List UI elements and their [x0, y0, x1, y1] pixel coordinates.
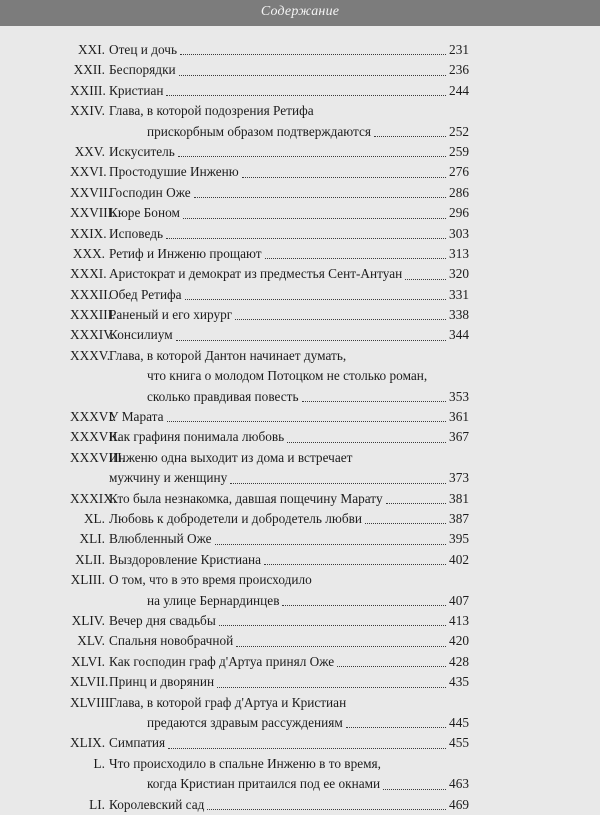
chapter-title-line: О том, что в это время происходило: [109, 572, 312, 588]
chapter-title: [109, 427, 469, 447]
toc-entry[interactable]: [70, 427, 500, 447]
toc-entry[interactable]: [70, 40, 500, 60]
chapter-title-line: Выздоровление Кристиана: [109, 551, 262, 567]
chapter-title-line: что книга о молодом Потоцком не столько роман,: [147, 368, 428, 384]
chapter-number: XXXIII.: [70, 307, 116, 323]
chapter-number: XL.: [83, 511, 105, 527]
dot-leader: [194, 196, 446, 198]
chapter-title-line: Кто была незнакомка, давшая пощечину Марату: [109, 490, 383, 506]
chapter-title-line: на улице Бернардинцев: [147, 592, 280, 608]
chapter-title-line: Господин Оже: [109, 184, 191, 200]
page-number: 381: [449, 490, 469, 506]
chapter-number: XLV.: [77, 633, 105, 649]
page-number: 344: [449, 327, 469, 343]
chapter-title: [109, 489, 469, 509]
chapter-title: [109, 285, 469, 305]
toc-entry[interactable]: [70, 264, 500, 284]
chapter-title-line: Влюбленный Оже: [109, 531, 212, 547]
chapter-number: XXVIII.: [70, 205, 116, 221]
chapter-number: XXXVI.: [70, 409, 117, 425]
page-number: 244: [449, 82, 469, 98]
chapter-title-line: Принц и дворянин: [109, 674, 215, 690]
chapter-number: XXXV.: [70, 347, 111, 363]
toc-entry[interactable]: [70, 570, 500, 611]
chapter-number: XXIX.: [70, 225, 107, 241]
toc-entry[interactable]: [70, 509, 500, 529]
chapter-number: XXXI.: [70, 266, 107, 282]
dot-leader: [215, 543, 447, 545]
toc-entry[interactable]: [70, 489, 500, 509]
dot-leader: [302, 400, 447, 402]
toc-entry[interactable]: [70, 183, 500, 203]
dot-leader: [235, 318, 446, 320]
chapter-title: [109, 346, 469, 407]
chapter-title: [109, 652, 469, 672]
toc-entry[interactable]: [70, 244, 500, 264]
toc-entry[interactable]: [70, 611, 500, 631]
page-number: 420: [449, 633, 469, 649]
toc-entry[interactable]: [70, 203, 500, 223]
chapter-title-line: Консилиум: [109, 327, 173, 343]
toc-entry[interactable]: [70, 305, 500, 325]
dot-leader: [264, 563, 446, 565]
page-number: 455: [449, 735, 469, 751]
page-number: 387: [449, 511, 469, 527]
page-number: 320: [449, 266, 469, 282]
page-number: 296: [449, 205, 469, 221]
toc-entry[interactable]: [70, 407, 500, 427]
toc-entry[interactable]: [70, 81, 500, 101]
chapter-number: XLIII.: [70, 572, 105, 588]
page-number: 373: [449, 470, 469, 486]
dot-leader: [168, 747, 446, 749]
toc-entry[interactable]: [70, 346, 500, 407]
chapter-title-line: предаются здравым рассуждениям: [147, 714, 343, 730]
page-number: 402: [449, 551, 469, 567]
chapter-title: [109, 264, 469, 284]
page-number: 252: [449, 123, 469, 139]
chapter-title-line: Любовь к добродетели и добродетель любви: [109, 511, 363, 527]
chapter-title-line: Как господин граф д'Артуа принял Оже: [109, 653, 335, 669]
toc-entry[interactable]: [70, 733, 500, 753]
page-number: 303: [449, 225, 469, 241]
dot-leader: [282, 604, 446, 606]
chapter-number: XXXIV.: [70, 327, 115, 343]
page-number: 286: [449, 184, 469, 200]
chapter-title: [109, 570, 469, 611]
chapter-number: XXXIX.: [70, 490, 117, 506]
chapter-title: [109, 305, 469, 325]
dot-leader: [230, 482, 446, 484]
page-number: 361: [449, 409, 469, 425]
chapter-number: XXII.: [73, 62, 105, 78]
chapter-title-line: У Марата: [109, 409, 164, 425]
chapter-number: XLIX.: [70, 735, 106, 751]
chapter-number: L.: [93, 755, 105, 771]
chapter-title: [109, 40, 469, 60]
chapter-number: XXIII.: [70, 82, 106, 98]
chapter-title: [109, 733, 469, 753]
chapter-title-line: Вечер дня свадьбы: [109, 613, 216, 628]
chapter-title-line: Как графиня понимала любовь: [109, 429, 285, 445]
chapter-title: [109, 224, 469, 244]
chapter-title-line: Что происходило в спальне Инженю в то время,: [109, 755, 381, 771]
chapter-title-line: когда Кристиан притаился под ее окнами: [147, 776, 381, 792]
chapter-title-line: Глава, в которой подозрения Ретифа: [109, 103, 314, 119]
toc-entry[interactable]: [70, 101, 500, 142]
chapter-title-line: Отец и дочь: [109, 42, 178, 57]
dot-leader: [236, 645, 446, 647]
chapter-title: [109, 183, 469, 203]
toc-entry[interactable]: [70, 550, 500, 570]
chapter-number: XXXVIII.: [70, 449, 126, 465]
chapter-number: XXX.: [72, 245, 105, 261]
chapter-title: [109, 509, 469, 529]
chapter-number: XXXII.: [70, 286, 111, 302]
chapter-title-line: Королевский сад: [109, 796, 205, 812]
chapter-title-line: Аристократ и демократ из предместья Сент-Антуан: [109, 266, 403, 282]
chapter-title: [109, 101, 469, 142]
chapter-number: XLVI.: [71, 653, 105, 669]
dot-leader: [405, 278, 446, 280]
page-number: 435: [449, 674, 469, 690]
chapter-title-line: Простодушие Инженю: [109, 164, 239, 180]
chapter-title: [109, 631, 469, 651]
page-number: 407: [449, 592, 469, 608]
chapter-number: XLII.: [75, 551, 105, 567]
chapter-title: [109, 754, 469, 795]
dot-leader: [265, 257, 446, 259]
page-title: Содержание: [260, 4, 340, 19]
chapter-title-line: прискорбным образом подтверждаются: [147, 123, 372, 139]
toc-entry[interactable]: [70, 285, 500, 305]
dot-leader: [180, 53, 446, 55]
dot-leader: [178, 155, 446, 157]
toc-entry[interactable]: [70, 693, 500, 734]
chapter-title-line: Ретиф и Инженю прощают: [109, 245, 262, 261]
dot-leader: [287, 441, 446, 443]
chapter-number: XXI.: [78, 42, 105, 57]
chapter-title-line: Глава, в которой Дантон начинает думать,: [109, 347, 347, 363]
dot-leader: [383, 788, 446, 790]
dot-leader: [219, 624, 446, 626]
dot-leader: [176, 339, 446, 341]
chapter-title-line: Кристиан: [109, 82, 164, 98]
chapter-title: [109, 672, 469, 692]
chapter-number: XXIV.: [70, 103, 105, 119]
chapter-title: [109, 325, 469, 345]
chapter-number: LI.: [89, 796, 105, 812]
chapter-number: XXXVII.: [70, 429, 121, 445]
chapter-title: [109, 693, 469, 734]
dot-leader: [365, 522, 446, 524]
chapter-title: [109, 60, 469, 80]
page-number: 313: [449, 245, 469, 261]
page-number: 338: [449, 307, 469, 323]
toc-entry[interactable]: [70, 529, 500, 549]
chapter-title-line: Инженю одна выходит из дома и встречает: [109, 449, 353, 465]
chapter-title: [109, 611, 469, 631]
page-number: 276: [449, 164, 469, 180]
chapter-title: [109, 550, 469, 570]
chapter-number: XLVII.: [70, 674, 109, 690]
chapter-title: [109, 448, 469, 489]
chapter-number: XLVIII.: [70, 694, 113, 710]
toc-entry[interactable]: [70, 60, 500, 80]
toc-entry[interactable]: [70, 162, 500, 182]
chapter-title: [109, 203, 469, 223]
page-number: 469: [449, 796, 469, 812]
chapter-title-line: Исповедь: [109, 225, 164, 241]
chapter-title-line: сколько правдивая повесть: [147, 388, 299, 404]
table-of-contents: [70, 40, 500, 815]
chapter-title-line: мужчину и женщину: [109, 470, 228, 486]
chapter-number: XLI.: [79, 531, 105, 547]
chapter-title: [109, 795, 469, 815]
chapter-title-line: Спальня новобрачной: [109, 633, 234, 649]
toc-entry[interactable]: [70, 142, 500, 162]
dot-leader: [217, 686, 446, 688]
dot-leader: [374, 135, 446, 137]
chapter-title: [109, 244, 469, 264]
dot-leader: [179, 74, 446, 76]
dot-leader: [183, 217, 446, 219]
chapter-title: [109, 162, 469, 182]
dot-leader: [242, 176, 446, 178]
chapter-title-line: Обед Ретифа: [109, 286, 182, 302]
chapter-title: [109, 142, 469, 162]
page-number: 413: [449, 613, 469, 628]
page-number: 463: [449, 776, 469, 792]
toc-entry[interactable]: [70, 754, 500, 795]
dot-leader: [386, 502, 446, 504]
page-number: 353: [449, 388, 469, 404]
chapter-title: [109, 81, 469, 101]
dot-leader: [167, 420, 447, 422]
toc-entry[interactable]: [70, 795, 500, 815]
dot-leader: [166, 94, 446, 96]
page-number: 367: [449, 429, 469, 445]
chapter-number: XXVII.: [70, 184, 111, 200]
chapter-title-line: Кюре Боном: [109, 205, 180, 221]
chapter-number: XLIV.: [71, 613, 105, 628]
chapter-number: XXVI.: [70, 164, 107, 180]
page-number: 259: [449, 143, 469, 159]
dot-leader: [185, 298, 446, 300]
dot-leader: [166, 237, 446, 239]
toc-entry[interactable]: [70, 652, 500, 672]
page-number: 236: [449, 62, 469, 78]
page-number: 331: [449, 286, 469, 302]
chapter-title-line: Симпатия: [109, 735, 166, 751]
page-number: 445: [449, 714, 469, 730]
chapter-title: [109, 407, 469, 427]
toc-entry[interactable]: [70, 672, 500, 692]
dot-leader: [346, 726, 446, 728]
dot-leader: [337, 665, 446, 667]
chapter-title-line: Искуситель: [109, 143, 175, 159]
chapter-title-line: Глава, в которой граф д'Артуа и Кристиан: [109, 694, 347, 710]
toc-entry[interactable]: [70, 631, 500, 651]
chapter-title-line: Беспорядки: [109, 62, 176, 78]
page-number: 428: [449, 653, 469, 669]
toc-entry[interactable]: [70, 325, 500, 345]
page-number: 395: [449, 531, 469, 547]
chapter-title: [109, 529, 469, 549]
toc-entry[interactable]: [70, 448, 500, 489]
chapter-number: XXV.: [74, 143, 105, 159]
toc-entry[interactable]: [70, 224, 500, 244]
page-number: 231: [449, 42, 469, 57]
dot-leader: [207, 808, 446, 810]
chapter-title-line: Раненый и его хирург: [109, 307, 233, 323]
